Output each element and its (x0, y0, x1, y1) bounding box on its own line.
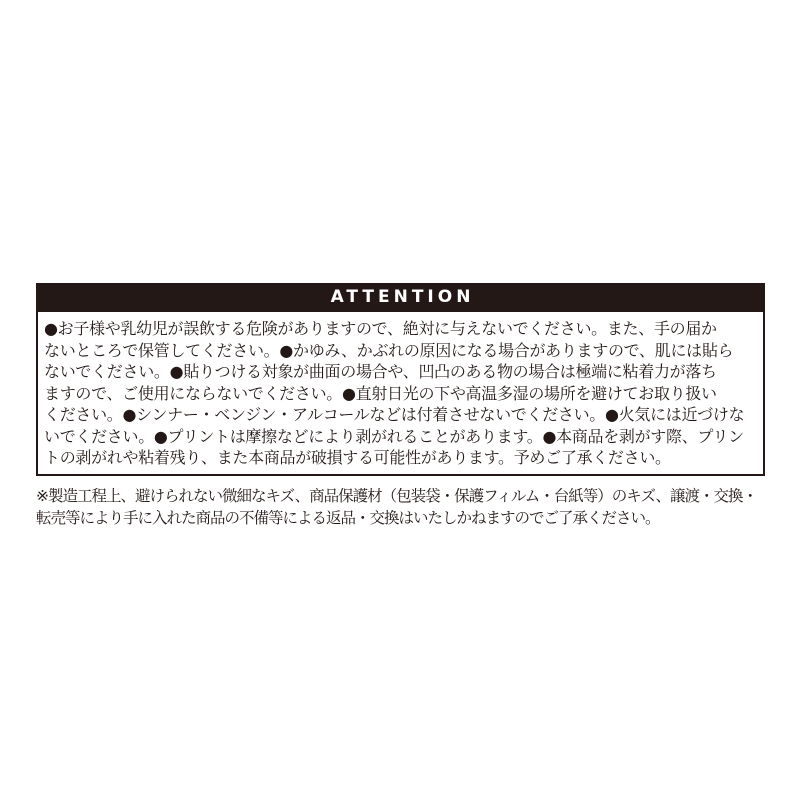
warning-text-line: トの剥がれや粘着残り、また本商品が破損する可能性があります。予めご了承ください。 (44, 448, 671, 467)
warning-text-line: ないでください。●貼りつける対象が曲面の場合や、凹凸のある物の場合は極端に粘着力が落ち (44, 362, 717, 381)
attention-warning-box (36, 312, 765, 476)
attention-header-bar (36, 283, 765, 312)
warning-text-line: ますので、ご使用にならないでください。●直射日光の下や高温多湿の場所を避けてお取り扱い (44, 383, 717, 403)
attention-title: ATTENTION (330, 287, 475, 307)
warning-text-line: ●お子様や乳幼児が誤飲する危険がありますので、絶対に与えないでください。また、手の届か (44, 319, 717, 338)
disclaimer-text-line: 転売等により手に入れた商品の不備等による返品・交換はいたしかねますのでご了承ください。 (36, 508, 660, 527)
warning-text-line: いでください。●プリントは摩擦などにより剥がれることがあります。●本商品を剥がす際、プリン (44, 426, 744, 446)
notice-sheet (36, 283, 765, 529)
warning-text-line: ないところで保管してください。●かゆみ、かぶれの原因になる場合がありますので、肌には貼ら (44, 340, 734, 360)
manufacturing-disclaimer (36, 485, 765, 529)
disclaimer-text-line: ※製造工程上、避けられない微細なキズ、商品保護材（包装袋・保護フィルム・台紙等）のキズ、譲渡・交換・ (36, 486, 757, 505)
warning-text-line: ください。●シンナー・ベンジン・アルコールなどは付着させないでください。●火気には近づけな (44, 405, 745, 424)
